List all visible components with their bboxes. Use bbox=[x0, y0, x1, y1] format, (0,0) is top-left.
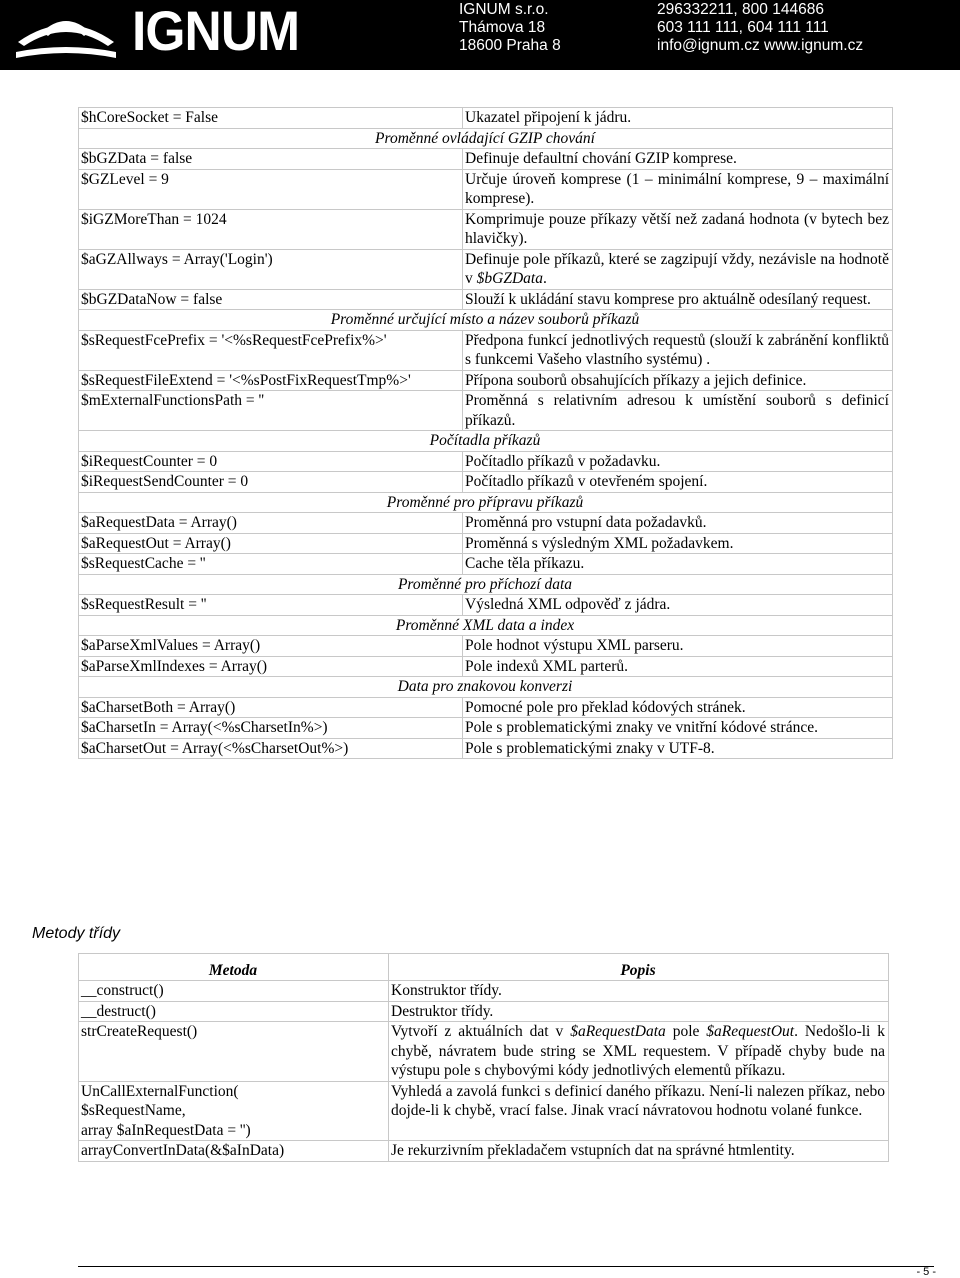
table-row: $aCharsetOut = Array(<%sCharsetOut%>) Pole s problematickými znaky v UTF-8. bbox=[79, 738, 893, 759]
table-row: $aParseXmlIndexes = Array() Pole indexů XML parterů. bbox=[79, 656, 893, 677]
company-contact: 296332211, 800 144686 603 111 111, 604 111 111 info@ignum.cz www.ignum.cz bbox=[657, 1, 864, 54]
table-row: $iGZMoreThan = 1024 Komprimuje pouze příkazy větší než zadaná hodnota (v bytech bez hlavičky). bbox=[79, 209, 893, 249]
table-row: UnCallExternalFunction( $sRequestName, array $aInRequestData = '') Vyhledá a zavolá funkci s definicí daného příkazu. Není-li nalezen příkaz, nebo dojde-li k chybě, vrací false. Jinak vrací návratovou hodnotu volané funkce. bbox=[79, 1081, 889, 1141]
table-row: $sRequestFileExtend = '<%sPostFixRequestTmp%>' Přípona souborů obsahujících příkazy a jejich definice. bbox=[79, 370, 893, 391]
section-heading: Počítadla příkazů bbox=[79, 431, 893, 452]
table-row: $sRequestCache = '' Cache těla příkazu. bbox=[79, 554, 893, 575]
section-heading: Proměnné pro příchozí data bbox=[79, 574, 893, 595]
methods-section-title: Metody třídy bbox=[32, 925, 121, 942]
table-row: $aCharsetBoth = Array() Pomocné pole pro překlad kódových stránek. bbox=[79, 697, 893, 718]
table-row: $aGZAllways = Array('Login') Definuje pole příkazů, které se zagzipují vždy, nezávisle na hodnotě v $bGZData. bbox=[79, 249, 893, 289]
class-variables-table bbox=[78, 107, 893, 759]
ignum-logo-icon bbox=[12, 2, 120, 66]
table-row: $GZLevel = 9 Určuje úroveň komprese (1 – minimální komprese, 9 – maximální komprese). bbox=[79, 169, 893, 209]
section-heading: Proměnné pro přípravu příkazů bbox=[79, 492, 893, 513]
table-row: arrayConvertInData(&$aInData) Je rekurzivním překladačem vstupních dat na správné htmlentity. bbox=[79, 1141, 889, 1162]
table-row: $mExternalFunctionsPath = '' Proměnná s relativním adresou k umístění souborů s definicí příkazů. bbox=[79, 391, 893, 431]
page-header bbox=[0, 0, 960, 70]
table-row: $hCoreSocket = False Ukazatel připojení k jádru. bbox=[79, 108, 893, 129]
table-row: strCreateRequest() Vytvoří z aktuálních dat v $aRequestData pole $aRequestOut. Nedošlo-li k chybě, návratem bude string se XML requestem. V případě chyby bude na výstupu pole s chybovými kódy jednotlivých elementů příkazu. bbox=[79, 1022, 889, 1082]
company-address: IGNUM s.r.o. Thámova 18 18600 Praha 8 bbox=[459, 1, 561, 54]
table-header-row: Metoda Popis bbox=[79, 954, 889, 981]
footer-divider bbox=[78, 1266, 934, 1267]
section-heading: Proměnné určující místo a název souborů příkazů bbox=[79, 310, 893, 331]
table-row: $aCharsetIn = Array(<%sCharsetIn%>) Pole s problematickými znaky ve vnitřní kódové stránce. bbox=[79, 718, 893, 739]
table-row: $sRequestResult = '' Výsledná XML odpověď z jádra. bbox=[79, 595, 893, 616]
table-row: $iRequestSendCounter = 0 Počítadlo příkazů v otevřeném spojení. bbox=[79, 472, 893, 493]
table-row: $bGZDataNow = false Slouží k ukládání stavu komprese pro aktuálně odesílaný request. bbox=[79, 289, 893, 310]
table-row: $aRequestData = Array() Proměnná pro vstupní data požadavků. bbox=[79, 513, 893, 534]
table-row: $sRequestFcePrefix = '<%sRequestFcePrefix%>' Předpona funkcí jednotlivých requestů (slouží k zabránění konfliktů s funkcemi Vašeho vlastního systému) . bbox=[79, 330, 893, 370]
section-heading: Proměnné ovládající GZIP chování bbox=[79, 128, 893, 149]
table-row: $aRequestOut = Array() Proměnná s výsledným XML požadavkem. bbox=[79, 533, 893, 554]
table-row: $iRequestCounter = 0 Počítadlo příkazů v požadavku. bbox=[79, 451, 893, 472]
table-row: $aParseXmlValues = Array() Pole hodnot výstupu XML parseru. bbox=[79, 636, 893, 657]
logo-text: IGNUM bbox=[132, 0, 300, 62]
class-methods-table bbox=[78, 953, 889, 1162]
table-row: __destruct() Destruktor třídy. bbox=[79, 1001, 889, 1022]
page-number: - 5 - bbox=[916, 1266, 936, 1278]
table-row: __construct() Konstruktor třídy. bbox=[79, 981, 889, 1002]
section-heading: Data pro znakovou konverzi bbox=[79, 677, 893, 698]
section-heading: Proměnné XML data a index bbox=[79, 615, 893, 636]
table-row: $bGZData = false Definuje defaultní chování GZIP komprese. bbox=[79, 149, 893, 170]
